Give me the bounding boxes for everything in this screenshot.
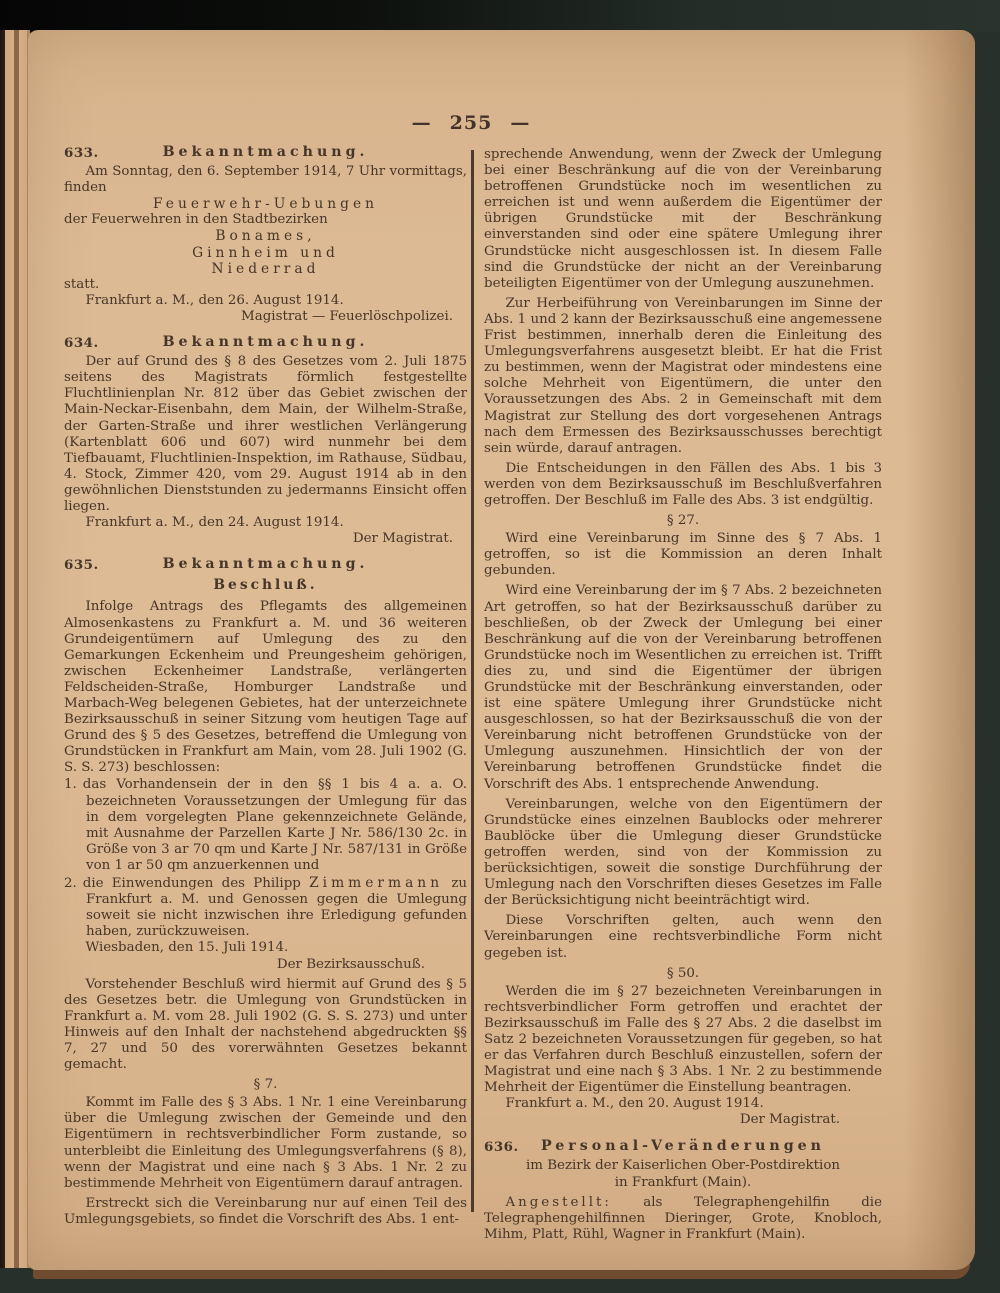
section-633-signature: Magistrat — Feuerlöschpolizei. xyxy=(241,308,453,324)
paragraph-50-text: Werden die im § 27 bezeichneten Vereinbarungen in rechtsverbindlicher Form getroffen und erachtet der Bezirksausschuß im Falle des § 27 Abs. 2 die daselbst im Satz 2 bezeichneten Voraussetzungen für gegeben, so hat er das Verfahren durch Beschluß einzustellen, sofern der Magistrat und eine nach § 3 Abs. 1 Nr. 2 zu bestimmende Mehrheit der Eigentümer die Einstellung beantragen. xyxy=(484,983,882,1096)
section-635-subtitle: Beschluß. xyxy=(213,577,318,594)
right-signature: Der Magistrat. xyxy=(739,1112,840,1128)
paragraph-27-text-2: Wird eine Vereinbarung der im § 7 Abs. 2 bezeichneten Art getroffen, so hat der Bezirksausschuß darüber zu beschließen, ob der Zweck der Umlegung bei einer Beschränkung auf die von der Vereinbarung betroffenen Grundstücke noch im Wesentlichen zu erreichen ist. Trifft dies zu, und sind die Eigentümer der übrigen Grundstücke mit der Beschränkung einverstanden, oder ist eine spätere Umlegung ihrer Grundstücke nicht ausgeschlossen, so hat der Bezirksausschuß die von der Vereinbarung nicht betroffenen Grundstücke von der Umlegung auszunehmen. Hinsichtlich der von der Vereinbarung betroffenen Grundstücke findet die Vorschrift des Abs. 1 entsprechende Anwendung. xyxy=(484,583,882,792)
section-635-paragraph-2: Vorstehender Beschluß wird hiermit auf Grund des § 5 des Gesetzes betr. die Umlegung von Grundstücken in Frankfurt a. M. vom 28. Juli 1902 (G. S. S. 273) und unter Hinweis auf den Inhalt der nachstehend abgedruckten §§ 7, 27 und 50 des vorerwähnten Gesetzes bekannt gemacht. xyxy=(64,976,467,1073)
section-636-subtitle-1: im Bezirk der Kaiserlichen Ober-Postdirektion xyxy=(525,1157,841,1173)
column-divider xyxy=(471,150,474,1212)
item-2-number: 2. xyxy=(64,876,77,892)
section-634-heading xyxy=(64,334,467,351)
section-636-heading xyxy=(484,1138,882,1155)
statt-line: statt. xyxy=(64,276,100,292)
section-633-heading xyxy=(64,144,467,161)
paragraph-50-heading: § 50. xyxy=(666,965,700,981)
continued-paragraph: sprechende Anwendung, wenn der Zweck der Umlegung bei einer Beschränkung auf die von der Vereinbarung betroffenen Grundstücke noch im wesentlichen zu erreichen ist und wenn außerdem die Eigentümer der übrigen Grundstücke mit der Beschränkung einverstanden sind oder eine spätere Umlegung ihrer Grundstücke nicht ausgeschlossen ist. In diesem Falle sind die Grundstücke der nicht an der Vereinbarung beteiligten Eigentümer von der Umlegung auszunehmen. xyxy=(484,147,882,291)
angestellt-text: als Telegraphengehilfin die Telegraphengehilfinnen Dieringer, Grote, Knobloch, Mihm, Platt, Rühl, Wagner in Frankfurt (Main). xyxy=(484,1194,882,1242)
section-633-number: 633. xyxy=(64,145,99,161)
page-number xyxy=(371,112,571,134)
district-niederrad: Niederrad xyxy=(211,260,320,277)
paragraph-27-heading: § 27. xyxy=(666,513,700,529)
vorschriften-paragraph: Diese Vorschriften gelten, auch wenn den Vereinbarungen eine rechtsverbindliche Form nicht gegeben ist. xyxy=(484,913,882,961)
right-column xyxy=(484,147,882,1243)
page-paper xyxy=(28,30,975,1270)
page-right-curl xyxy=(903,30,975,1270)
district-ginnheim: Ginnheim und xyxy=(192,244,339,261)
book-cover-top-edge xyxy=(0,0,1000,32)
angestellt-label: Angestellt: xyxy=(505,1194,612,1210)
section-636-paragraph xyxy=(484,1195,882,1243)
item-2-text-pre: die Einwendungen des Philipp xyxy=(82,876,310,892)
section-635-heading xyxy=(64,556,467,573)
resolution-item-1 xyxy=(64,777,467,874)
item-2-text-post: zu Frankfurt a. M. und Genossen gegen die Umlegung soweit sie nicht inzwischen ihre Erledigung gefunden haben, zurückzuweisen. xyxy=(86,876,467,940)
section-635-dateline: Wiesbaden, den 15. Juli 1914. xyxy=(85,940,289,956)
item-1-text: das Vorhandensein der in den §§ 1 bis 4 a. a. O. bezeichneten Voraussetzungen der Umlegung für das in dem vorgelegten Plane gekennzeichnete Gelände, mit Ausnahme der Parzellen Karte J Nr. 586/130 2c. in Größe von 3 ar 70 qm und Karte J Nr. 587/131 in Größe von 1 ar 50 qm anzuerkennen und xyxy=(82,777,467,873)
paragraph-7-text: Kommt im Falle des § 3 Abs. 1 Nr. 1 eine Vereinbarung über die Umlegung zwischen der Gemeinde und den Eigentümern in rechtsverbindlicher Form zustande, so unterbleibt die Einleitung des Umlegungsverfahrens (§ 8), wenn der Magistrat und eine nach § 3 Abs. 1 Nr. 2 zu bestimmende Mehrheit von Eigentümern darauf antragen. xyxy=(64,1095,467,1191)
district-bonames: Bonames, xyxy=(215,228,316,245)
section-633-paragraph: Am Sonntag, den 6. September 1914, 7 Uhr vormittags, finden xyxy=(64,164,467,196)
section-634-dateline: Frankfurt a. M., den 24. August 1914. xyxy=(85,515,344,531)
entscheidungen-paragraph: Die Entscheidungen in den Fällen des Abs. 1 bis 3 werden von dem Bezirksausschuß im Beschlußverfahren getroffen. Der Beschluß im Falle des Abs. 3 ist endgültig. xyxy=(484,460,882,508)
vereinbarungen-paragraph: Vereinbarungen, welche von den Eigentümern der Grundstücke eines einzelnen Baublocks oder mehrerer Baublöcke über die Umlegung dieser Grundstücke getroffen werden, sind von der Kommission zu berücksichtigen, soweit die sonstige Durchführung der Umlegung nach den Vorschriften dieses Gesetzes im Falle der Berücksichtigung nicht beeinträchtigt wird. xyxy=(484,796,882,909)
left-column xyxy=(64,144,467,1228)
section-634-paragraph: Der auf Grund des § 8 des Gesetzes vom 2. Juli 1875 seitens des Magistrats förmlich festgestellte Fluchtlinienplan Nr. 812 über das Gebiet zwischen der Main-Neckar-Eisenbahn, dem Main, der Wilhelm-Straße, der Garten-Straße und ihrer westlichen Verlängerung (Kartenblatt 606 und 607) wird nunmehr bei dem Tiefbauamt, Fluchtlinien-Inspektion, im Rathause, Südbau, 4. Stock, Zimmer 420, vom 29. August 1914 ab in den gewöhnlichen Dienststunden zu jedermanns Einsicht offen liegen. xyxy=(64,354,467,514)
paragraph-27-text-1: Wird eine Vereinbarung im Sinne des § 7 Abs. 1 getroffen, so ist die Kommission an deren Inhalt gebunden. xyxy=(484,531,882,579)
page-number-value: 255 xyxy=(449,112,493,134)
section-633-dateline: Frankfurt a. M., den 26. August 1914. xyxy=(85,292,344,308)
dash-right: — xyxy=(510,112,531,134)
left-page-edges xyxy=(0,30,30,1268)
paragraph-7-continuation: Erstreckt sich die Vereinbarung nur auf einen Teil des Umlegungsgebiets, so findet die Vorschrift des Abs. 1 ent- xyxy=(64,1195,467,1227)
dash-left: — xyxy=(411,112,432,134)
section-636-number: 636. xyxy=(484,1138,519,1155)
section-635-signature: Der Bezirksausschuß. xyxy=(276,956,425,972)
fire-drill-line: Feuerwehr-Uebungen xyxy=(152,196,379,213)
section-634-title: Bekanntmachung. xyxy=(162,334,369,351)
section-634-signature: Der Magistrat. xyxy=(352,531,453,547)
section-635-number: 635. xyxy=(64,557,99,574)
resolution-item-2 xyxy=(64,875,467,940)
frist-paragraph: Zur Herbeiführung von Vereinbarungen im Sinne der Abs. 1 und 2 kann der Bezirksausschuß eine angemessene Frist bestimmen, innerhalb deren die Einleitung des Umlegungsverfahrens ausgesetzt bleibt. Er hat die Frist zu bestimmen, wenn der Magistrat oder mindestens eine solche Mehrheit von Eigentümern, die unter den Voraussetzungen des Abs. 2 in Gemeinschaft mit dem Magistrat zur Stellung des dort vorgesehenen Antrags nach dem Ermessen des Bezirksausschusses berechtigt sein würde, darauf antragen. xyxy=(484,295,882,456)
item-2-name: Zimmermann xyxy=(309,875,444,892)
section-635-paragraph-1: Infolge Antrags des Pflegamts des allgemeinen Almosenkastens zu Frankfurt a. M. und 36 weiteren Grundeigentümern auf Umlegung des zu den Gemarkungen Eckenheim und Preungesheim gehörigen, zwischen Eckenheimer Landstraße, verlängerten Feldscheiden-Straße, Homburger Landstraße und Marbach-Weg belegenen Gebietes, hat der unterzeichnete Bezirksausschuß in seiner Sitzung vom heutigen Tage auf Grund des § 5 des Gesetzes, betreffend die Umlegung von Grundstücken in Frankfurt am Main, vom 28. Juli 1902 (G. S. S. 273) beschlossen: xyxy=(64,599,467,776)
section-634-number: 634. xyxy=(64,335,99,352)
section-636-title: Personal-Veränderungen xyxy=(540,1137,826,1154)
section-635-title: Bekanntmachung. xyxy=(162,556,369,573)
section-636-subtitle-2: in Frankfurt (Main). xyxy=(614,1174,752,1190)
right-dateline: Frankfurt a. M., den 20. August 1914. xyxy=(505,1096,764,1112)
section-633-title: Bekanntmachung. xyxy=(162,144,369,160)
item-1-number: 1. xyxy=(64,777,77,793)
paragraph-7-heading: § 7. xyxy=(253,1077,278,1093)
districts-intro-line: der Feuerwehren in den Stadtbezirken xyxy=(64,212,328,228)
